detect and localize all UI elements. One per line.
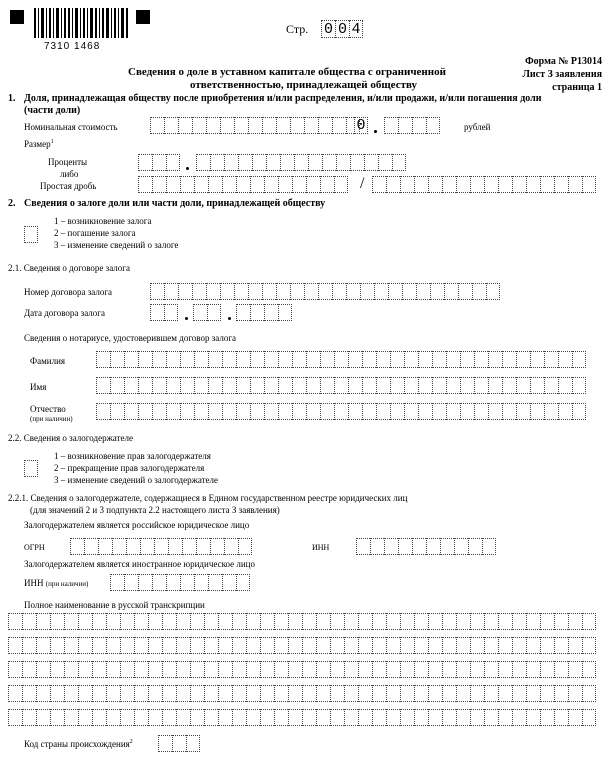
- full-name-label: Полное наименование в русской транскрипции: [24, 600, 205, 610]
- inn-if-label: [24, 578, 88, 588]
- patronymic-label: Отчество: [30, 404, 66, 414]
- contract-date-month[interactable]: [193, 304, 221, 321]
- fraction-label: Простая дробь: [40, 181, 97, 191]
- section2-heading: Сведения о залоге доли или части доли, принадлежащей обществу: [24, 198, 326, 209]
- decimal-point: [374, 130, 377, 133]
- percent-integer-field[interactable]: [138, 154, 180, 171]
- pledge-option-2: 2 – погашение залога: [54, 228, 136, 238]
- section1-heading: Доля, принадлежащая обществу после приобретения и/или распределения, и/или продажи, и/или погашения доли: [24, 93, 542, 104]
- form-sheet: Лист З заявления: [522, 69, 602, 80]
- pledgee-option-3: 3 – изменение сведений о залогодержателе: [54, 475, 219, 485]
- size-label-text: Размер: [24, 139, 51, 149]
- nominal-integer-field[interactable]: [150, 117, 360, 134]
- notary-patronymic-field[interactable]: [96, 403, 586, 420]
- size-label: [24, 139, 54, 149]
- full-name-row-field[interactable]: [8, 613, 596, 630]
- section21-heading: 2.1. Сведения о договоре залога: [8, 263, 130, 273]
- contract-date-label: Дата договора залога: [24, 308, 105, 318]
- section2-number: 2.: [8, 198, 16, 209]
- full-name-row-field[interactable]: [8, 709, 596, 726]
- russian-entity-label: Залогодержателем является российское юридическое лицо: [24, 520, 250, 530]
- page-label: Стр.: [286, 22, 309, 36]
- page-number-field[interactable]: [321, 20, 363, 38]
- section221-heading-2: (для значений 2 и 3 подпункта 2.2 настоящего листа З заявления): [30, 505, 280, 515]
- nominal-fraction-field[interactable]: [384, 117, 440, 134]
- fraction-denominator-field[interactable]: [372, 176, 596, 193]
- date-dot-2: [228, 317, 231, 320]
- name-label: Имя: [30, 382, 47, 392]
- pledge-type-field[interactable]: [24, 226, 38, 243]
- percent-fraction-field[interactable]: [196, 154, 406, 171]
- full-name-row-field[interactable]: [8, 685, 596, 702]
- notary-heading: Сведения о нотариусе, удостоверившем договор залога: [24, 333, 237, 343]
- contract-number-field[interactable]: [150, 283, 500, 300]
- size-footnote: 1: [50, 139, 54, 145]
- pledgee-option-2: 2 – прекращение прав залогодержателя: [54, 463, 205, 473]
- date-dot-1: [185, 317, 188, 320]
- country-code-label: [24, 739, 133, 749]
- ogrn-field[interactable]: [70, 538, 252, 555]
- section1-heading-2: (части доли): [24, 105, 81, 116]
- percent-label: Проценты: [48, 157, 88, 167]
- country-code-field[interactable]: [158, 735, 200, 752]
- percent-decimal-point: [186, 167, 189, 170]
- pledge-option-1: 1 – возникновение залога: [54, 216, 152, 226]
- notary-name-field[interactable]: [96, 377, 586, 394]
- or-label: либо: [60, 169, 79, 179]
- form-number: Форма № Р13014: [525, 56, 602, 67]
- barcode-number: 7310 1468: [44, 41, 101, 52]
- foreign-inn-field[interactable]: [110, 574, 250, 591]
- section221-heading: 2.2.1. Сведения о залогодержателе, содержащиеся в Едином государственном реестре юридических лиц: [8, 493, 408, 503]
- foreign-entity-label: Залогодержателем является иностранное юридическое лицо: [24, 559, 255, 569]
- form-page: страница 1: [552, 82, 602, 93]
- inn-label: ИНН: [312, 543, 330, 552]
- page-digit: 4: [349, 20, 363, 38]
- page-digit: 0: [335, 20, 349, 38]
- page-title-line2: ответственностью, принадлежащей обществу: [190, 79, 418, 91]
- corner-marker-left: [10, 10, 24, 24]
- nominal-label: Номинальная стоимость: [24, 122, 118, 132]
- barcode: [34, 8, 128, 42]
- page-digit: 0: [321, 20, 335, 38]
- nominal-last-digit[interactable]: [354, 117, 368, 134]
- ogrn-label: ОГРН: [24, 543, 45, 552]
- inn-if-note: (при наличии): [45, 580, 89, 588]
- inn-field[interactable]: [356, 538, 496, 555]
- contract-date-year[interactable]: [236, 304, 292, 321]
- full-name-row-field[interactable]: [8, 661, 596, 678]
- contract-number-label: Номер договора залога: [24, 287, 113, 297]
- country-code-footnote: 2: [129, 739, 133, 745]
- page-title-line1: Сведения о доле в уставном капитале общества с ограниченной: [128, 66, 446, 78]
- patronymic-note: (при наличии): [30, 415, 73, 423]
- fraction-numerator-field[interactable]: [138, 176, 348, 193]
- contract-date-day[interactable]: [150, 304, 178, 321]
- pledge-option-3: 3 – изменение сведений о залоге: [54, 240, 179, 250]
- inn-if-label-text: ИНН: [24, 578, 44, 588]
- nominal-digit: 0: [354, 117, 368, 134]
- section1-number: 1.: [8, 93, 16, 104]
- section22-heading: 2.2. Сведения о залогодержателе: [8, 433, 133, 443]
- corner-marker-right: [136, 10, 150, 24]
- fraction-slash: /: [360, 175, 365, 192]
- rubles-label: рублей: [464, 122, 491, 132]
- full-name-row-field[interactable]: [8, 637, 596, 654]
- pledgee-option-1: 1 – возникновение прав залогодержателя: [54, 451, 211, 461]
- pledgee-type-field[interactable]: [24, 460, 38, 477]
- country-code-label-text: Код страны происхождения: [24, 739, 130, 749]
- surname-label: Фамилия: [30, 356, 66, 366]
- notary-surname-field[interactable]: [96, 351, 586, 368]
